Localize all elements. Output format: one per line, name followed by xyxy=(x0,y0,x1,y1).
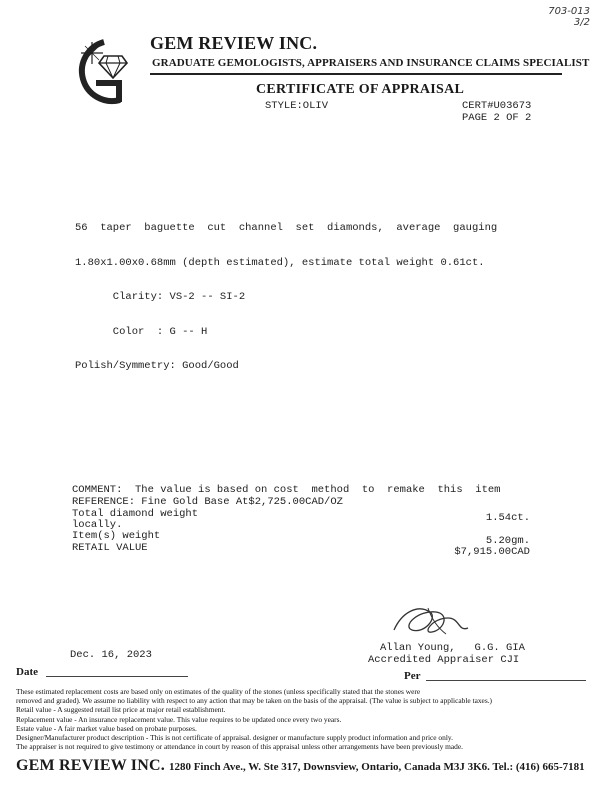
description-line: Polish/Symmetry: Good/Good xyxy=(75,360,239,372)
appraiser-title: Accredited Appraiser CJI xyxy=(368,654,520,666)
per-line xyxy=(426,680,586,681)
gem-logo-icon xyxy=(60,34,138,114)
retail-value-value: $7,915.00CAD xyxy=(454,546,530,558)
per-label: Per xyxy=(404,670,421,682)
footer-company-name: GEM REVIEW INC. xyxy=(16,757,165,774)
item-description xyxy=(75,200,497,384)
header-rule xyxy=(150,73,562,75)
description-line: Color : G -- H xyxy=(75,325,208,338)
reference: REFERENCE: Fine Gold Base At$2,725.00CAD/OZ xyxy=(72,496,343,508)
company-name: GEM REVIEW INC. xyxy=(150,33,318,53)
total-diamond-weight-value: 1.54ct. xyxy=(485,512,530,524)
disclaimer-line: The appraiser is not required to give testimony or attendance in court by reason of this appraisal unless other arrangements have been previously made. xyxy=(16,742,463,752)
item-weight-label: Item(s) weight xyxy=(72,530,161,542)
handwritten-note-line2: 3/2 xyxy=(573,17,590,28)
disclaimer xyxy=(16,687,606,751)
retail-value-label: RETAIL VALUE xyxy=(72,542,148,554)
description-line: 1.80x1.00x0.68mm (depth estimated), estimate total weight 0.61ct. xyxy=(75,256,485,269)
handwritten-note-line1: 703-013 xyxy=(548,6,590,17)
date-label: Date xyxy=(16,666,38,678)
page-number: PAGE 2 OF 2 xyxy=(462,112,532,124)
disclaimer-line: Retail value - A suggested retail list price at major retail establishment. xyxy=(16,705,226,715)
disclaimer-line: Estate value - A fair market value based on probate purposes. xyxy=(16,723,197,733)
appraiser-signature xyxy=(388,600,478,642)
certificate-title: CERTIFICATE OF APPRAISAL xyxy=(256,82,465,97)
footer xyxy=(16,757,585,775)
signature-scribble-icon xyxy=(388,600,478,642)
comment-line: locally. xyxy=(72,518,123,531)
date-line xyxy=(46,676,188,677)
disclaimer-line: Replacement value - An insurance replacement value. This value requires to be updated once every two years. xyxy=(16,714,342,724)
handwritten-note xyxy=(520,6,590,28)
footer-address: 1280 Finch Ave., W. Ste 317, Downsview, Ontario, Canada M3J 3K6. Tel.: (416) 665-7181 xyxy=(168,761,585,773)
disclaimer-line: These estimated replacement costs are based only on estimates of the quality of the stones (unless specifically stated that the stones were xyxy=(16,687,421,696)
company-tagline: GRADUATE GEMOLOGISTS, APPRAISERS AND INSURANCE CLAIMS SPECIALIST xyxy=(152,57,590,69)
disclaimer-line: Designer/Manufacturer product description - This is not certificate of appraisal. designer or manufacture supply product information and price only. xyxy=(16,733,453,743)
disclaimer-line: removed and graded). We assume no liability with respect to any action that may be taken on the basis of the appraisal. (The value is subject to applicable taxes.) xyxy=(16,696,493,706)
cert-number: CERT#U03673 xyxy=(462,100,532,112)
description-line: 56 taper baguette cut channel set diamonds, average gauging xyxy=(75,222,498,234)
appraiser-name: Allan Young, G.G. GIA xyxy=(380,642,525,654)
appraisal-date: Dec. 16, 2023 xyxy=(70,649,152,661)
style-code: STYLE:OLIV xyxy=(265,100,329,112)
item-weight-value: 5.20gm. xyxy=(485,535,530,547)
total-diamond-weight-label: Total diamond weight xyxy=(72,508,199,520)
description-line: Clarity: VS-2 -- SI-2 xyxy=(75,291,246,303)
comment-line: COMMENT: The value is based on cost method to remake this item xyxy=(72,484,501,496)
company-logo xyxy=(60,34,138,114)
